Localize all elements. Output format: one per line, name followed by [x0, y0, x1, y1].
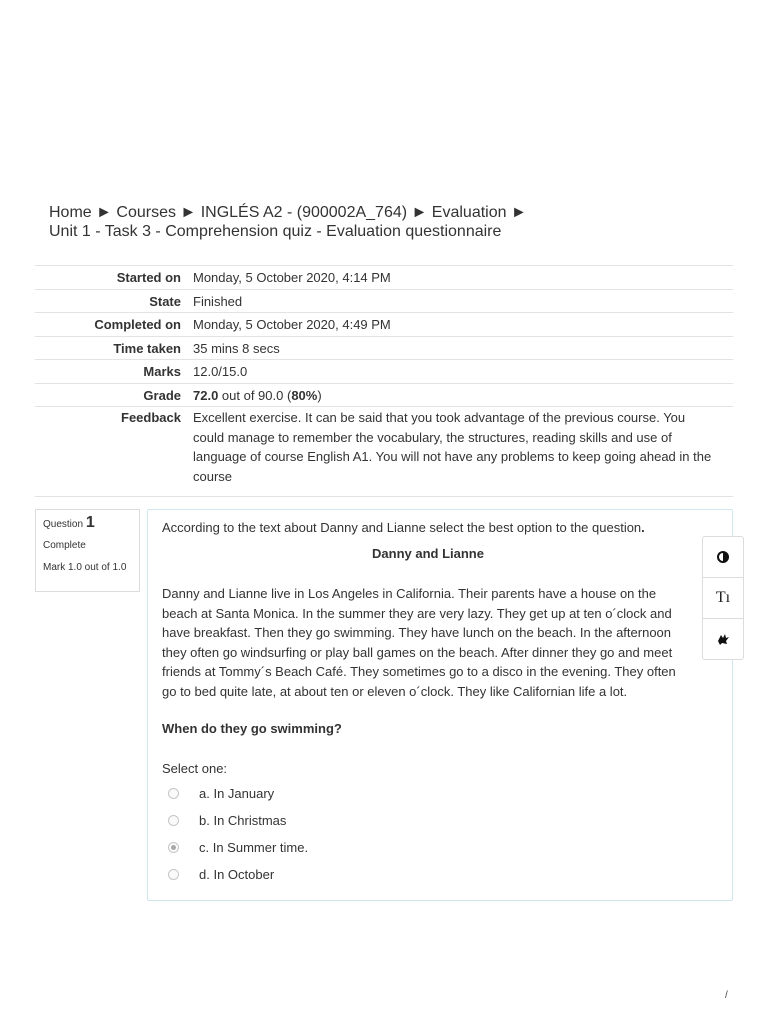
grade-percent: 80%	[291, 387, 318, 403]
question-prompt-end: .	[641, 520, 645, 535]
summary-row-completed	[35, 313, 733, 337]
answer-label-b: b. In Christmas	[199, 813, 287, 828]
question-content	[147, 509, 733, 901]
select-one-label: Select one:	[162, 761, 228, 776]
question-text: When do they go swimming?	[162, 721, 342, 736]
answer-radio-b[interactable]	[168, 815, 179, 826]
answer-label-d: d. In October	[199, 867, 275, 882]
grade-label: Grade	[35, 383, 187, 407]
answer-option-a[interactable]	[168, 786, 274, 801]
summary-row-time	[35, 336, 733, 360]
breadcrumb	[49, 203, 729, 241]
summary-row-grade	[35, 383, 733, 407]
contrast-button[interactable]	[703, 537, 743, 578]
marks-value: 12.0/15.0	[187, 360, 733, 384]
answer-label-c: c. In Summer time.	[199, 840, 309, 855]
contrast-icon	[717, 551, 729, 563]
answer-option-c[interactable]	[168, 840, 308, 855]
text-size-icon: Tı	[715, 589, 731, 606]
state-label: State	[35, 289, 187, 313]
question-mark: Mark 1.0 out of 1.0	[43, 562, 127, 573]
answer-radio-c[interactable]	[168, 842, 179, 853]
completed-label: Completed on	[35, 313, 187, 337]
grade-value	[187, 383, 733, 407]
page-mark: /	[725, 990, 728, 1001]
feedback-value: Excellent exercise. It can be said that you took advantage of the previous course. You could manage to remember the vocabulary, the structures, reading skills and use of language of course English A1. You will not have any problems to keep going ahead in the course	[187, 407, 733, 497]
question-number-value: 1	[85, 514, 95, 531]
answer-radio-a[interactable]	[168, 788, 179, 799]
answer-option-b[interactable]	[168, 813, 286, 828]
started-label: Started on	[35, 266, 187, 290]
text-size-button[interactable]	[703, 578, 743, 619]
answer-label-a: a. In January	[199, 786, 275, 801]
grade-close: )	[317, 387, 322, 403]
sign-language-button[interactable]	[703, 619, 743, 659]
state-value: Finished	[187, 289, 733, 313]
breadcrumb-current[interactable]: Unit 1 - Task 3 - Comprehension quiz - Evaluation questionnaire	[49, 223, 502, 240]
breadcrumb-trail[interactable]: Home ► Courses ► INGLÉS A2 - (900002A_764) ► Evaluation ►	[49, 204, 527, 221]
question-state: Complete	[43, 540, 86, 551]
marks-label: Marks	[35, 360, 187, 384]
accessibility-toolbar	[702, 536, 744, 660]
story-title: Danny and Lianne	[372, 546, 484, 561]
started-value: Monday, 5 October 2020, 4:14 PM	[187, 266, 733, 290]
question-prompt-text: According to the text about Danny and Lianne select the best option to the question	[162, 520, 642, 535]
grade-out-of: out of 90.0 (	[218, 387, 292, 403]
feedback-label: Feedback	[35, 407, 187, 497]
story-text: Danny and Lianne live in Los Angeles in California. Their parents have a house on the beach at Santa Monica. In the summer they are very lazy. They get up at ten o´clock and have breakfast. Then they go swimming. They have lunch on the beach. In the afternoon they often go windsurfing or play ball games on the beach. After dinner they go and meet friends at Tommy´s Beach Café. They sometimes go to a disco in the evening. They often go to bed quite late, at about ten or eleven o´clock. They like Californian life a lot.	[162, 586, 676, 699]
summary-row-started	[35, 266, 733, 290]
question-label: Question	[43, 519, 84, 530]
time-label: Time taken	[35, 336, 187, 360]
completed-value: Monday, 5 October 2020, 4:49 PM	[187, 313, 733, 337]
summary-row-state	[35, 289, 733, 313]
summary-row-feedback	[35, 407, 733, 497]
question-prompt	[162, 520, 645, 535]
question-number	[43, 514, 132, 532]
answer-option-d[interactable]	[168, 867, 274, 882]
question-info	[35, 509, 140, 592]
time-value: 35 mins 8 secs	[187, 336, 733, 360]
answer-radio-d[interactable]	[168, 869, 179, 880]
summary-row-marks	[35, 360, 733, 384]
sign-language-icon	[716, 632, 730, 646]
grade-score: 72.0	[193, 387, 219, 403]
quiz-summary-table	[35, 265, 733, 497]
